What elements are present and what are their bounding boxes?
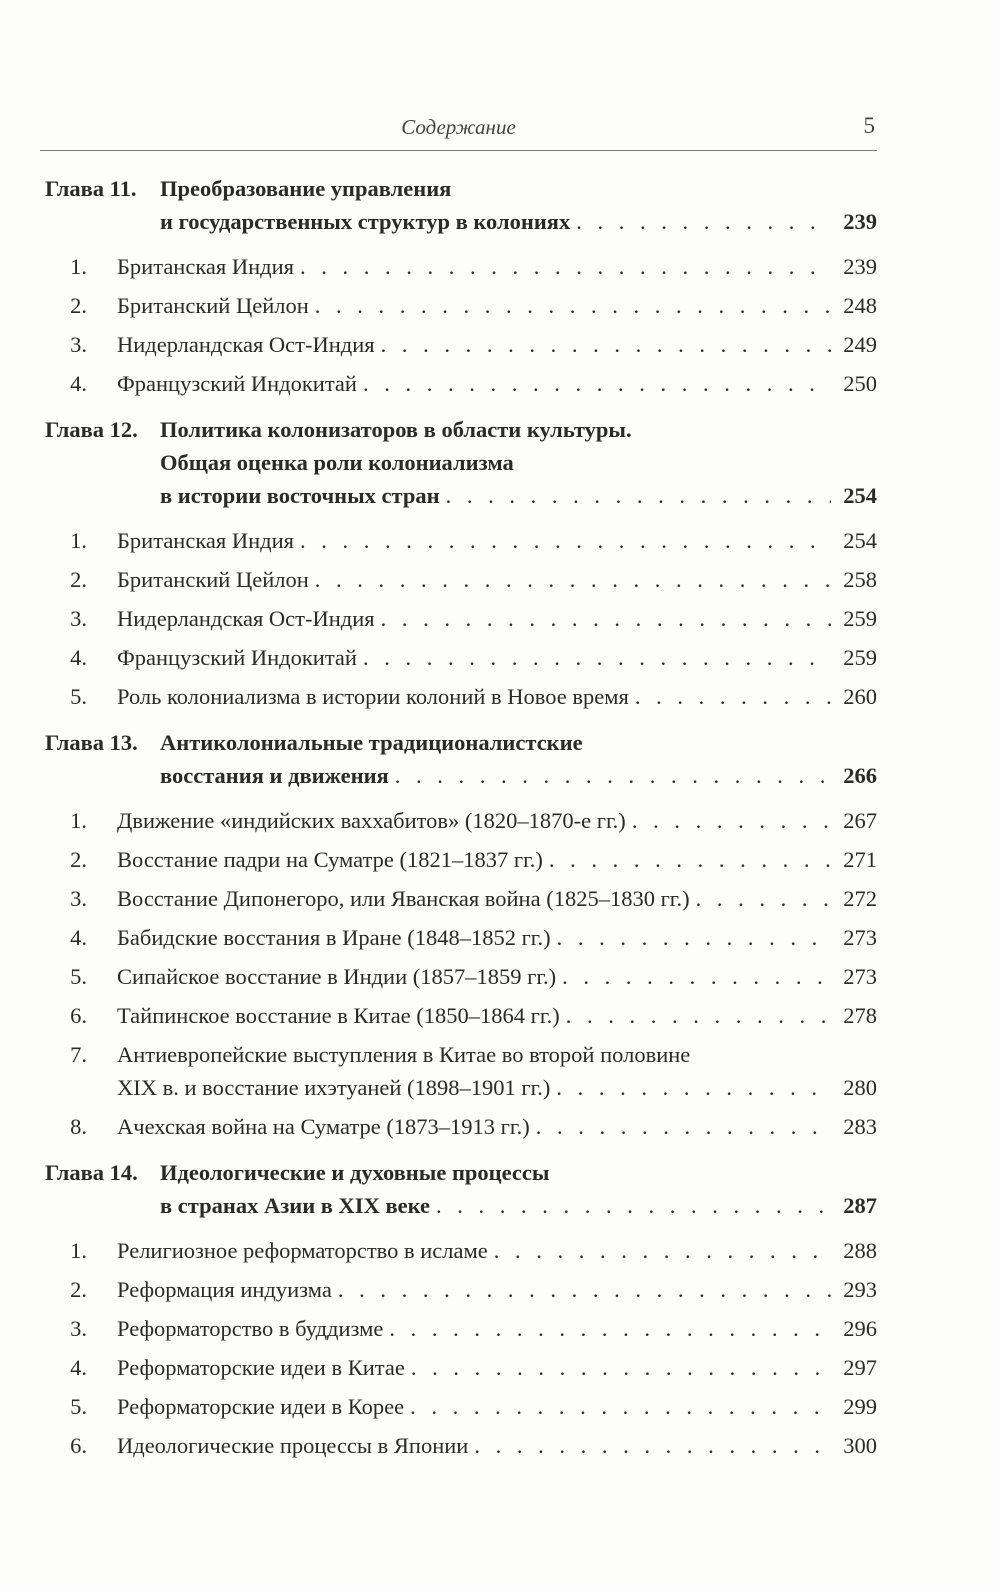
entry-number: 2. <box>70 847 87 872</box>
chapter-heading-line <box>45 726 877 759</box>
dot-leader <box>556 1071 831 1104</box>
chapter-title-text: Антиколониальные традиционалистские <box>160 730 583 755</box>
chapter-title-text: Политика колонизаторов в области культуры. <box>160 417 632 442</box>
entry-title: Ачехская война на Суматре (1873–1913 гг.) <box>117 1114 530 1139</box>
entry-title: Британский Цейлон <box>117 293 309 318</box>
entry-number: 5. <box>70 1394 87 1419</box>
entry-line <box>117 882 877 915</box>
chapter-page: 266 <box>843 763 877 788</box>
entry-line <box>117 1110 877 1143</box>
chapter-page: 287 <box>843 1193 877 1218</box>
entry-body <box>117 1234 877 1267</box>
toc-entry[interactable] <box>45 289 877 322</box>
toc-entry[interactable] <box>45 843 877 876</box>
entry-line <box>117 921 877 954</box>
entry-body <box>117 1273 877 1306</box>
entry-body <box>117 843 877 876</box>
toc-entry[interactable] <box>45 602 877 635</box>
chapter-heading-line <box>45 413 877 446</box>
chapter-title-text: восстания и движения <box>160 763 389 788</box>
toc-entry[interactable] <box>45 1312 877 1345</box>
entry-title: Сипайское восстание в Индии (1857–1859 гг.) <box>117 964 557 989</box>
entry-line <box>117 328 877 361</box>
chapter-title-line <box>160 1189 877 1222</box>
table-of-contents <box>45 172 877 1468</box>
entry-line <box>117 602 877 635</box>
toc-entry[interactable] <box>45 921 877 954</box>
entry-line <box>117 999 877 1032</box>
entry-body <box>117 680 877 713</box>
running-header <box>40 112 877 151</box>
entry-page: 267 <box>843 808 877 833</box>
entry-line <box>117 250 877 283</box>
entry-body <box>117 602 877 635</box>
entry-page: 272 <box>843 886 877 911</box>
entry-line <box>117 524 877 557</box>
entry-title: Французский Индокитай <box>117 645 357 670</box>
toc-entry[interactable] <box>45 882 877 915</box>
entry-body <box>117 1038 877 1104</box>
dot-leader <box>436 1189 831 1222</box>
entry-page: 259 <box>843 645 877 670</box>
dot-leader <box>576 205 831 238</box>
chapter-title-text: и государственных структур в колониях <box>160 209 571 234</box>
entry-line <box>117 843 877 876</box>
entry-page: 273 <box>843 964 877 989</box>
toc-entry[interactable] <box>45 804 877 837</box>
toc-entry[interactable] <box>45 999 877 1032</box>
entry-title: Антиевропейские выступления в Китае во второй половине <box>117 1042 691 1067</box>
dot-leader <box>411 1351 831 1384</box>
entry-page: 258 <box>843 567 877 592</box>
chapter-title-line <box>160 205 877 238</box>
chapter-heading-line <box>45 1156 877 1189</box>
entry-page: 260 <box>843 684 877 709</box>
entry-line <box>117 289 877 322</box>
chapter-title-line <box>160 726 877 759</box>
entry-title: Восстание падри на Суматре (1821–1837 гг.) <box>117 847 543 872</box>
chapter-page: 254 <box>843 483 877 508</box>
entry-body <box>117 882 877 915</box>
entry-number: 3. <box>70 1316 87 1341</box>
dot-leader <box>381 602 831 635</box>
chapter-label: Глава 11. <box>45 176 137 201</box>
toc-entry[interactable] <box>45 1429 877 1462</box>
entry-page: 249 <box>843 332 877 357</box>
entry-page: 250 <box>843 371 877 396</box>
entry-title: Восстание Дипонегоро, или Яванская война (1825–1830 гг.) <box>117 886 690 911</box>
dot-leader <box>557 921 831 954</box>
dot-leader <box>300 524 831 557</box>
entry-number: 3. <box>70 332 87 357</box>
entry-title: Реформаторство в буддизме <box>117 1316 384 1341</box>
entry-body <box>117 524 877 557</box>
entry-body <box>117 1390 877 1423</box>
toc-entry[interactable] <box>45 563 877 596</box>
chapter-title-text: Преобразование управления <box>160 176 452 201</box>
entry-number: 1. <box>70 254 87 279</box>
entry-number: 4. <box>70 925 87 950</box>
entry-number: 3. <box>70 606 87 631</box>
entry-title: Идеологические процессы в Японии <box>117 1433 469 1458</box>
dot-leader <box>315 563 831 596</box>
chapter-title-line <box>160 479 877 512</box>
entry-page: 299 <box>843 1394 877 1419</box>
entry-line <box>117 641 877 674</box>
section-list <box>45 250 877 400</box>
entry-body <box>117 367 877 400</box>
entry-number: 3. <box>70 886 87 911</box>
entry-page: 280 <box>843 1075 877 1100</box>
entry-body <box>117 289 877 322</box>
entry-page: 296 <box>843 1316 877 1341</box>
chapter-title-line <box>160 1156 877 1189</box>
entry-line <box>117 1273 877 1306</box>
entry-body <box>117 1429 877 1462</box>
entry-body <box>117 641 877 674</box>
entry-page: 254 <box>843 528 877 553</box>
entry-page: 278 <box>843 1003 877 1028</box>
chapter-title-line <box>160 446 877 479</box>
chapter-title-text: Идеологические и духовные процессы <box>160 1160 550 1185</box>
entry-body <box>117 1312 877 1345</box>
entry-line <box>117 367 877 400</box>
entry-number: 8. <box>70 1114 87 1139</box>
entry-line <box>117 1351 877 1384</box>
dot-leader <box>494 1234 831 1267</box>
section-list <box>45 1234 877 1462</box>
toc-entry[interactable] <box>45 1351 877 1384</box>
dot-leader <box>315 289 831 322</box>
entry-page: 288 <box>843 1238 877 1263</box>
entry-body <box>117 563 877 596</box>
page-number: 5 <box>863 113 875 138</box>
chapter-label: Глава 12. <box>45 417 138 442</box>
entry-number: 2. <box>70 567 87 592</box>
entry-title: Реформация индуизма <box>117 1277 332 1302</box>
entry-line <box>117 1038 877 1071</box>
chapter-title-line <box>160 413 877 446</box>
toc-chapter <box>45 413 877 713</box>
dot-leader <box>474 1429 831 1462</box>
section-list <box>45 524 877 713</box>
entry-body <box>117 250 877 283</box>
toc-entry[interactable] <box>45 250 877 283</box>
entry-number: 6. <box>70 1433 87 1458</box>
entry-number: 5. <box>70 964 87 989</box>
entry-title: Религиозное реформаторство в исламе <box>117 1238 488 1263</box>
entry-page: 259 <box>843 606 877 631</box>
entry-page: 297 <box>843 1355 877 1380</box>
section-list <box>45 804 877 1143</box>
entry-title: Нидерландская Ост-Индия <box>117 606 375 631</box>
entry-number: 1. <box>70 808 87 833</box>
dot-leader <box>338 1273 831 1306</box>
dot-leader <box>395 759 831 792</box>
entry-number: 1. <box>70 1238 87 1263</box>
entry-number: 1. <box>70 528 87 553</box>
entry-line <box>117 1071 877 1104</box>
entry-title: Реформаторские идеи в Китае <box>117 1355 405 1380</box>
entry-page: 300 <box>843 1433 877 1458</box>
entry-body <box>117 328 877 361</box>
dot-leader <box>363 367 831 400</box>
dot-leader <box>635 680 831 713</box>
toc-chapter <box>45 726 877 1143</box>
chapter-heading-line <box>45 1189 877 1222</box>
entry-line <box>117 680 877 713</box>
dot-leader <box>410 1390 831 1423</box>
dot-leader <box>381 328 831 361</box>
dot-leader <box>566 999 831 1032</box>
dot-leader <box>562 960 831 993</box>
entry-body <box>117 999 877 1032</box>
toc-entry[interactable] <box>45 1110 877 1143</box>
chapter-title-line <box>160 172 877 205</box>
entry-line <box>117 563 877 596</box>
entry-line <box>117 960 877 993</box>
dot-leader <box>300 250 831 283</box>
entry-number: 4. <box>70 1355 87 1380</box>
toc-entry[interactable] <box>45 960 877 993</box>
entry-title: Французский Индокитай <box>117 371 357 396</box>
chapter-heading-line <box>45 172 877 205</box>
dot-leader <box>549 843 831 876</box>
entry-number: 2. <box>70 1277 87 1302</box>
chapter-title-line <box>160 759 877 792</box>
entry-line <box>117 804 877 837</box>
toc-entry[interactable] <box>45 1390 877 1423</box>
dot-leader <box>446 479 831 512</box>
dot-leader <box>696 882 831 915</box>
entry-number: 4. <box>70 645 87 670</box>
entry-page: 273 <box>843 925 877 950</box>
entry-number: 5. <box>70 684 87 709</box>
running-title: Содержание <box>401 115 516 139</box>
chapter-title-text: в странах Азии в XIX веке <box>160 1193 430 1218</box>
entry-title: Реформаторские идеи в Корее <box>117 1394 405 1419</box>
toc-entry[interactable] <box>45 328 877 361</box>
entry-body <box>117 960 877 993</box>
entry-title: XIX в. и восстание ихэтуаней (1898–1901 гг.) <box>117 1075 551 1100</box>
entry-title: Нидерландская Ост-Индия <box>117 332 375 357</box>
toc-entry[interactable] <box>45 680 877 713</box>
entry-body <box>117 804 877 837</box>
chapter-label <box>45 205 160 238</box>
dot-leader <box>632 804 831 837</box>
chapter-label <box>45 479 160 512</box>
entry-title: Роль колониализма в истории колоний в Новое время <box>117 684 629 709</box>
entry-line <box>117 1429 877 1462</box>
entry-body <box>117 1110 877 1143</box>
chapter-label: Глава 14. <box>45 1160 138 1185</box>
toc-entry[interactable] <box>45 524 877 557</box>
chapter-heading-line <box>45 759 877 792</box>
entry-title: Британская Индия <box>117 254 295 279</box>
entry-title: Тайпинское восстание в Китае (1850–1864 гг.) <box>117 1003 560 1028</box>
chapter-heading-line <box>45 479 877 512</box>
entry-title: Британский Цейлон <box>117 567 309 592</box>
chapter-label: Глава 13. <box>45 730 138 755</box>
toc-entry[interactable] <box>45 1234 877 1267</box>
entry-line <box>117 1234 877 1267</box>
entry-number: 2. <box>70 293 87 318</box>
toc-chapter <box>45 172 877 400</box>
entry-page: 271 <box>843 847 877 872</box>
chapter-title-text: Общая оценка роли колониализма <box>160 450 514 475</box>
chapter-label <box>45 446 160 479</box>
entry-body <box>117 921 877 954</box>
chapter-heading-line <box>45 205 877 238</box>
entry-page: 248 <box>843 293 877 318</box>
entry-page: 293 <box>843 1277 877 1302</box>
toc-entry[interactable] <box>45 1038 877 1104</box>
toc-entry[interactable] <box>45 1273 877 1306</box>
entry-line <box>117 1390 877 1423</box>
entry-page: 283 <box>843 1114 877 1139</box>
dot-leader <box>536 1110 831 1143</box>
chapter-heading-line <box>45 446 877 479</box>
dot-leader <box>389 1312 831 1345</box>
chapter-label <box>45 759 160 792</box>
entry-body <box>117 1351 877 1384</box>
dot-leader <box>363 641 831 674</box>
entry-number: 7. <box>70 1042 87 1067</box>
entry-line <box>117 1312 877 1345</box>
entry-number: 4. <box>70 371 87 396</box>
chapter-label <box>45 1189 160 1222</box>
toc-entry[interactable] <box>45 367 877 400</box>
entry-page: 239 <box>843 254 877 279</box>
toc-entry[interactable] <box>45 641 877 674</box>
entry-title: Британская Индия <box>117 528 295 553</box>
entry-title: Движение «индийских ваххабитов» (1820–1870-е гг.) <box>117 808 626 833</box>
toc-chapter <box>45 1156 877 1462</box>
chapter-title-text: в истории восточных стран <box>160 483 440 508</box>
chapter-page: 239 <box>843 209 877 234</box>
entry-title: Бабидские восстания в Иране (1848–1852 гг.) <box>117 925 551 950</box>
entry-number: 6. <box>70 1003 87 1028</box>
